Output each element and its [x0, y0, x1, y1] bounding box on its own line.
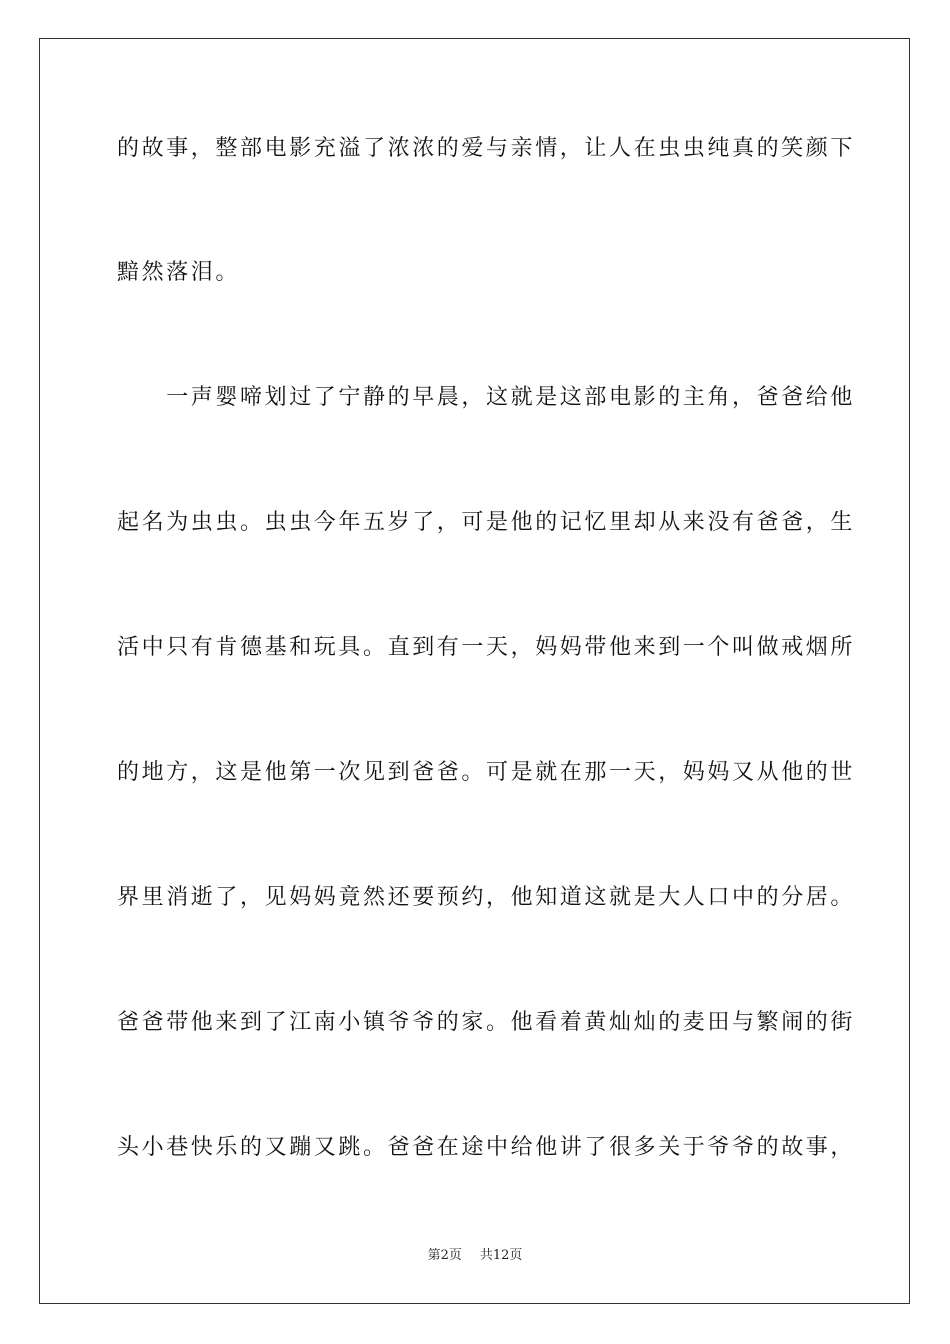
text-line: 活中只有肯德基和玩具。直到有一天，妈妈带他来到一个叫做戒烟所	[117, 635, 856, 660]
page-border	[39, 38, 910, 1304]
page-number: 第2页	[427, 1248, 462, 1263]
text-line: 爸爸带他来到了江南小镇爷爷的家。他看着黄灿灿的麦田与繁闹的街	[117, 1010, 856, 1035]
text-line: 的故事，整部电影充溢了浓浓的爱与亲情，让人在虫虫纯真的笑颜下	[117, 136, 856, 161]
text-line: 的地方，这是他第一次见到爸爸。可是就在那一天，妈妈又从他的世	[117, 760, 856, 785]
page-footer	[0, 1247, 950, 1265]
text-line: 起名为虫虫。虫虫今年五岁了，可是他的记忆里却从来没有爸爸，生	[117, 510, 856, 535]
text-line: 一声婴啼划过了宁静的早晨，这就是这部电影的主角，爸爸给他	[117, 385, 856, 410]
text-line: 黯然落泪。	[117, 260, 241, 285]
text-line: 头小巷快乐的又蹦又跳。爸爸在途中给他讲了很多关于爷爷的故事，	[117, 1135, 856, 1160]
page-total: 共12页	[479, 1248, 523, 1263]
text-line: 界里消逝了，见妈妈竟然还要预约，他知道这就是大人口中的分居。	[117, 885, 856, 910]
